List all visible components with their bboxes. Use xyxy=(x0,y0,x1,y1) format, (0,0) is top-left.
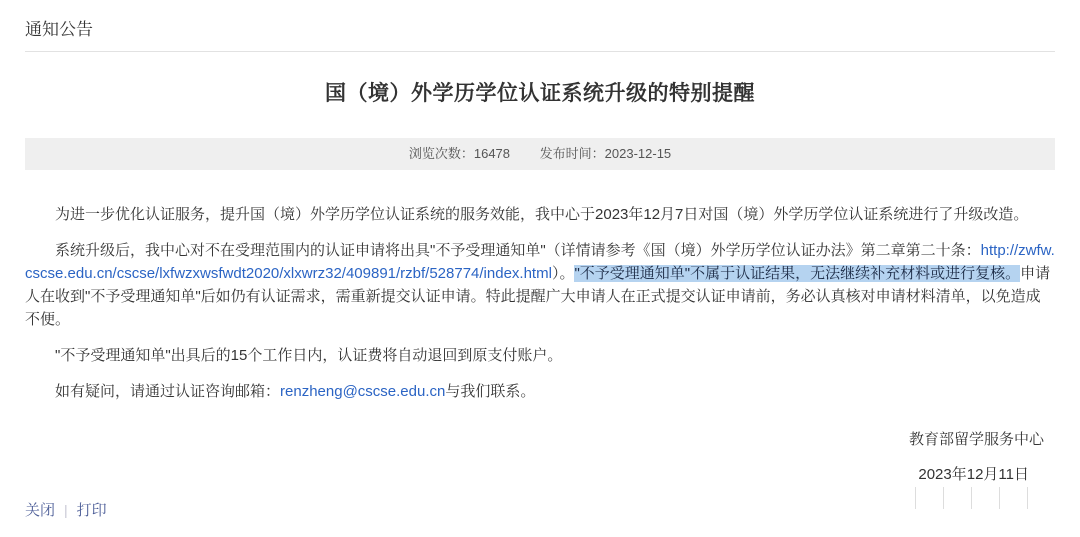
print-button[interactable]: 打印 xyxy=(76,502,107,519)
footer-actions xyxy=(25,499,107,520)
paragraph-text: "不予受理通知单"出具后的15个工作日内，认证费将自动退回到原支付账户。 xyxy=(55,347,563,364)
signature-date: 2023年12月11日 xyxy=(918,466,1029,483)
article-paragraph xyxy=(25,203,1055,226)
article-meta-bar xyxy=(25,138,1055,170)
paragraph-text: 申请人在收到"不予受理通知单"后如仍有认证需求，需重新提交认证申请。特此提醒广大申请人在正式提交认证申请前，务必认真核对申请材料清单，以免造成不便。 xyxy=(25,265,1051,328)
article-paragraph xyxy=(25,344,1055,367)
views-label: 浏览次数： xyxy=(408,146,474,161)
email-link[interactable]: renzheng@cscse.edu.cn xyxy=(280,383,446,400)
paragraph-text: 如有疑问，请通过认证咨询邮箱： xyxy=(55,383,281,400)
article-paragraph xyxy=(25,239,1055,331)
publish-value: 2023-12-15 xyxy=(604,146,672,161)
paragraph-text: 为进一步优化认证服务，提升国（境）外学历学位认证系统的服务效能，我中心于2023年12月7日对国（境）外学历学位认证系统进行了升级改造。 xyxy=(55,206,1029,223)
date-tick-marks xyxy=(915,487,1028,509)
article-paragraph xyxy=(25,380,1055,403)
publish-date xyxy=(540,147,672,161)
paragraph-text: 系统升级后，我中心对不在受理范围内的认证申请将出具"不予受理通知单"（详情请参考《国（境）外学历学位认证办法》第二章第二十条： xyxy=(55,242,981,259)
breadcrumb xyxy=(25,0,1055,51)
views-counter xyxy=(409,147,510,161)
publish-label: 发布时间： xyxy=(539,146,605,161)
tick-mark xyxy=(1027,487,1028,509)
close-button[interactable]: 关闭 xyxy=(25,502,56,519)
tick-mark xyxy=(971,487,972,509)
header-divider xyxy=(25,51,1055,52)
tick-mark xyxy=(915,487,916,509)
views-value: 16478 xyxy=(473,146,511,161)
tick-mark xyxy=(999,487,1000,509)
signature: 教育部留学服务中心 xyxy=(908,431,1044,448)
article-body xyxy=(25,203,1055,403)
tick-mark xyxy=(943,487,944,509)
breadcrumb-label: 通知公告 xyxy=(25,20,93,39)
paragraph-text: ）。 xyxy=(551,265,575,282)
signature-block xyxy=(25,428,1055,484)
policy-link[interactable]: http://zwfw.cscse.edu.cn/cscse/lxfwzxwsfwdt2020/xlxwrz32/409891/rzbf/528774/index.html xyxy=(25,242,1055,282)
paragraph-text: 与我们联系。 xyxy=(445,383,536,400)
page-title: 国（境）外学历学位认证系统升级的特别提醒 xyxy=(325,82,755,105)
footer-separator: | xyxy=(64,501,68,518)
highlighted-text: "不予受理通知单"不属于认证结果，无法继续补充材料或进行复核。 xyxy=(574,265,1021,282)
